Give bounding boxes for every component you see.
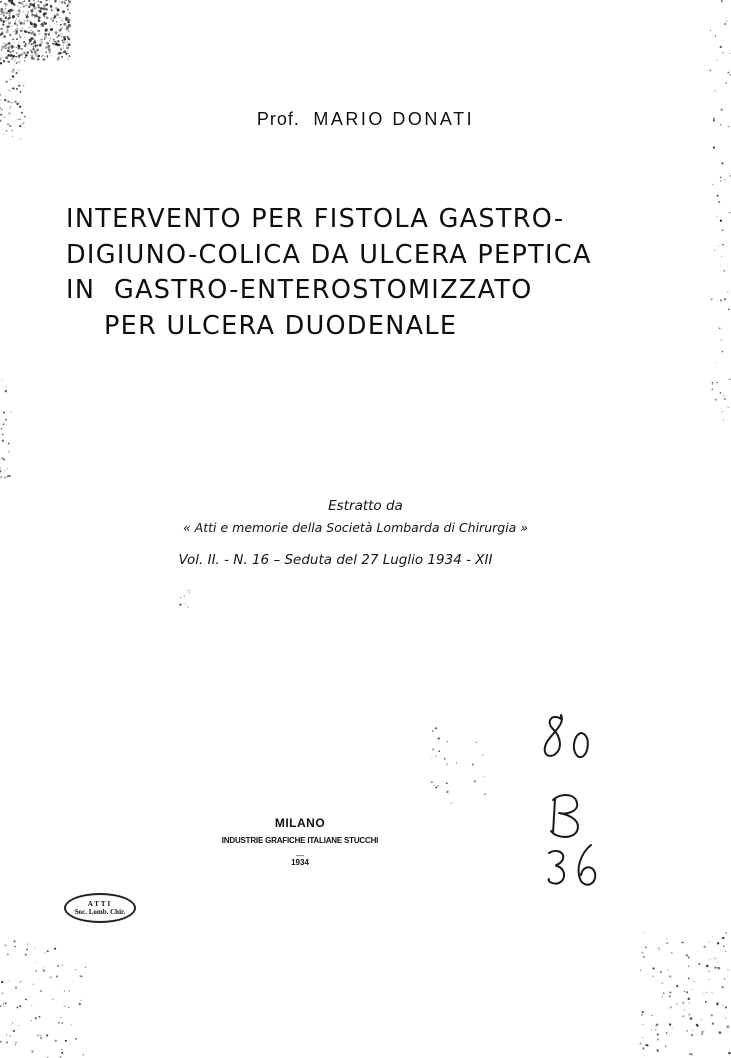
extract-details: Vol. II. - N. 16 – Seduta del 27 Luglio 1934 - XII: [178, 552, 493, 568]
imprint-city: MILANO: [274, 816, 326, 830]
author-line: [0, 109, 731, 130]
library-stamp: [64, 893, 136, 923]
handwritten-shelfmark: [535, 705, 615, 895]
title-line-3: IN GASTRO-ENTEROSTOMIZZATO: [66, 275, 533, 305]
title-line-1: INTERVENTO PER FISTOLA GASTRO-: [66, 204, 565, 234]
imprint-divider: —: [296, 851, 304, 860]
extract-source: « Atti e memorie della Società Lombarda di Chirurgia »: [182, 520, 529, 535]
imprint-year: 1934: [291, 858, 309, 867]
author-name: MARIO DONATI: [313, 109, 475, 129]
stamp-line-1: ATTI: [87, 900, 113, 908]
imprint-publisher: INDUSTRIE GRAFICHE ITALIANE STUCCHI: [221, 836, 379, 845]
extract-heading: Estratto da: [328, 498, 403, 514]
title-line-4: PER ULCERA DUODENALE: [104, 310, 458, 341]
stamp-line-2: Soc. Lomb. Chir.: [74, 908, 126, 916]
title-line-2: DIGIUNO-COLICA DA ULCERA PEPTICA: [66, 239, 592, 270]
document-title: [66, 202, 592, 344]
author-prefix: Prof.: [256, 109, 300, 129]
